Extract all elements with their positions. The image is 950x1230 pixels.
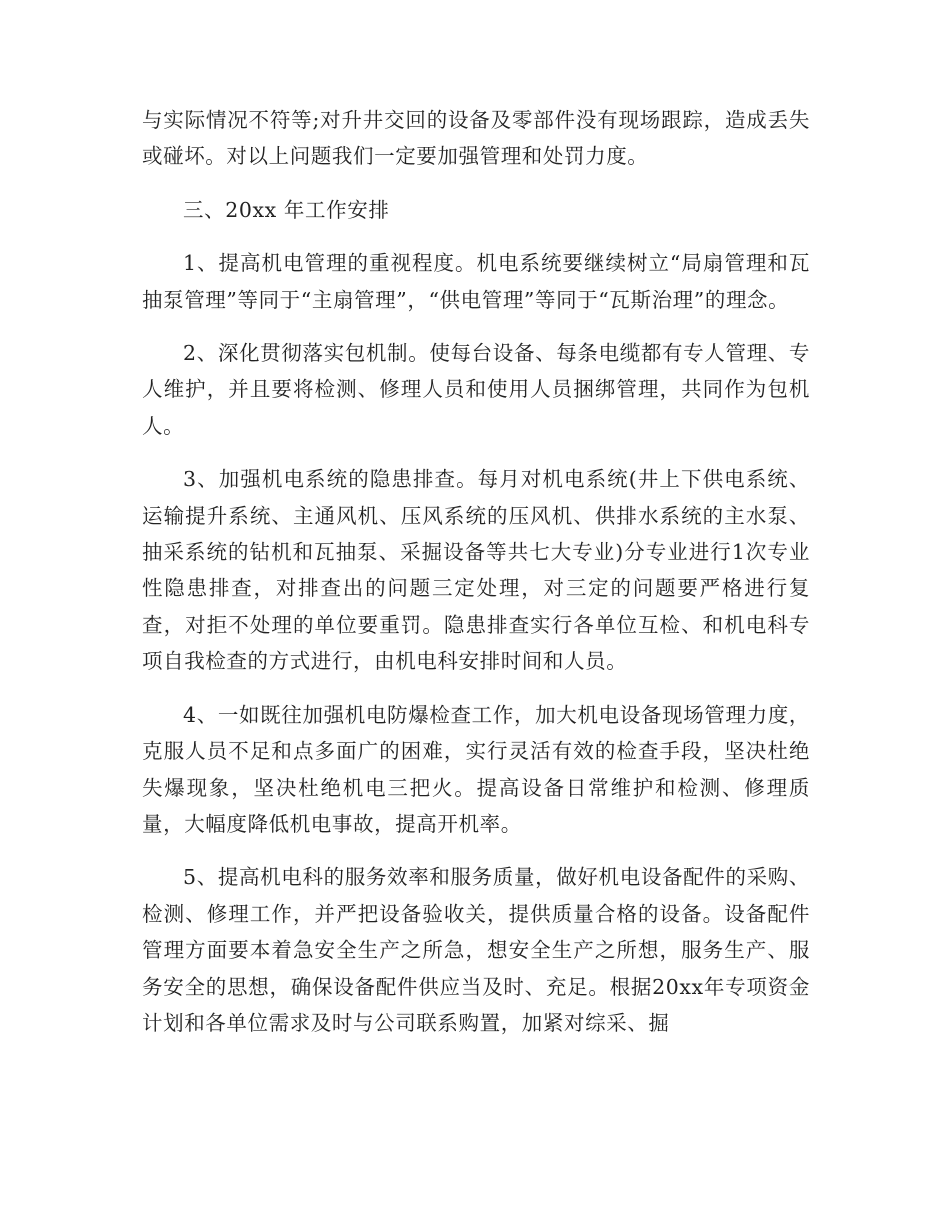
paragraph-item-4: 4、一如既往加强机电防爆检查工作，加大机电设备现场管理力度，克服人员不足和点多面广的困难，实行灵活有效的检查手段，坚决杜绝失爆现象，坚决杜绝机电三把火。提高设备日常维护和检测、修理质量，大幅度降低机电事故，提高开机率。 <box>142 702 810 836</box>
paragraph-item-2: 2、深化贯彻落实包机制。使每台设备、每条电缆都有专人管理、专人维护，并且要将检测、修理人员和使用人员捆绑管理，共同作为包机人。 <box>142 341 810 438</box>
paragraph-item-3: 3、加强机电系统的隐患排查。每月对机电系统(井上下供电系统、运输提升系统、主通风机、压风系统的压风机、供排水系统的主水泵、抽采系统的钻机和瓦抽泵、采掘设备等共七大专业)分专业进行1次专业性隐患排查，对排查出的问题三定处理，对三定的问题要严格进行复查，对拒不处理的单位要重罚。隐患排查实行各单位互检、和机电科专项自我检查的方式进行，由机电科安排时间和人员。 <box>142 467 810 674</box>
document-body <box>142 102 810 1058</box>
paragraph-item-1: 1、提高机电管理的重视程度。机电系统要继续树立“局扇管理和瓦抽泵管理”等同于“主扇管理”，“供电管理”等同于“瓦斯治理”的理念。 <box>142 251 810 312</box>
paragraph-item-5: 5、提高机电科的服务效率和服务质量，做好机电设备配件的采购、检测、修理工作，并严把设备验收关，提供质量合格的设备。设备配件管理方面要本着急安全生产之所急，想安全生产之所想，服务生产、服务安全的思想，确保设备配件供应当及时、充足。根据20xx年专项资金计划和各单位需求及时与公司联系购置，加紧对综采、掘 <box>142 865 810 1035</box>
section-heading: 三、20xx 年工作安排 <box>183 197 390 222</box>
paragraph-continuation: 与实际情况不符等;对升井交回的设备及零部件没有现场跟踪，造成丢失或碰坏。对以上问题我们一定要加强管理和处罚力度。 <box>142 108 810 169</box>
